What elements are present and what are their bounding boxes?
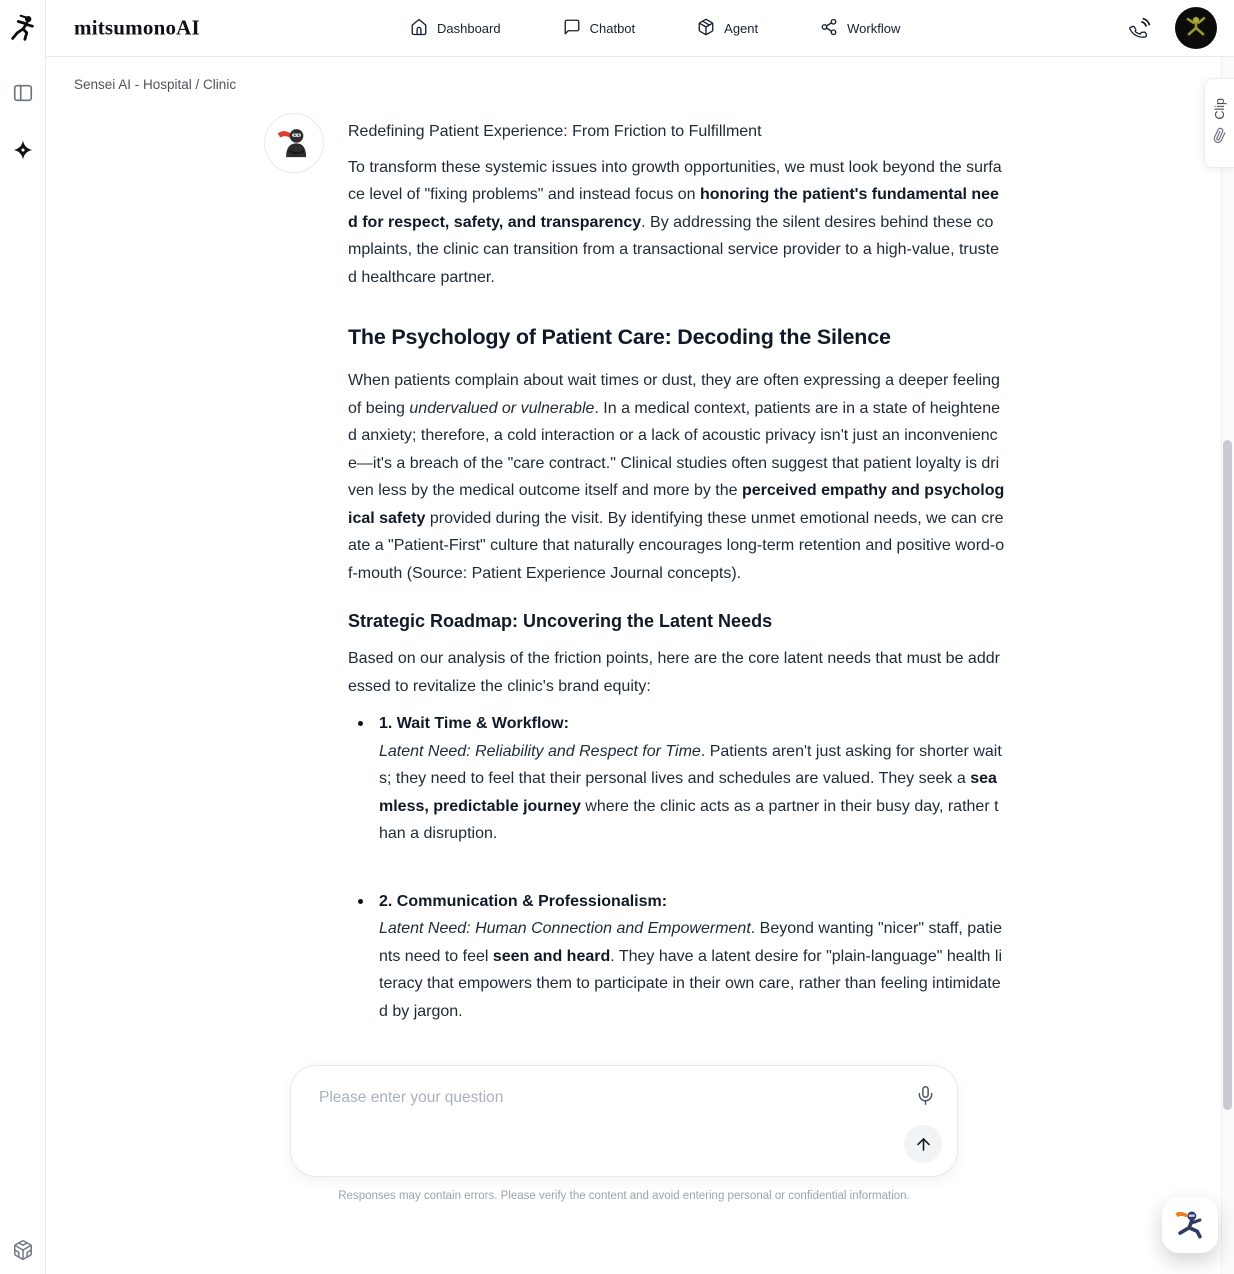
clip-tab[interactable]	[1204, 78, 1234, 168]
top-header	[46, 0, 1234, 57]
nav-label: Dashboard	[437, 20, 501, 36]
disclaimer-text: Responses may contain errors. Please verify the content and avoid entering personal or confidential information.	[338, 1190, 910, 1202]
microphone-icon[interactable]	[915, 1085, 936, 1106]
nav-label: Chatbot	[589, 20, 636, 36]
arrow-up-icon	[914, 1135, 933, 1154]
sitting-ninja-icon	[274, 123, 314, 163]
list-item	[348, 888, 1005, 1026]
question-composer	[290, 1065, 958, 1177]
nav-item-dashboard[interactable]	[410, 18, 501, 39]
assistant-message	[348, 118, 1005, 1133]
clip-tab-label: Clip	[1212, 97, 1227, 120]
message-paragraph: To transform these systemic issues into growth opportunities, we must look beyond the surface level of "fixing problems" and instead focus on honoring the patient's fundamental need for respect, safety, and transparency. By addressing the silent desires behind these complaints, the clinic can transition from a transactional service provider to a high-value, trusted healthcare partner.	[348, 158, 1002, 286]
section-heading: The Psychology of Patient Care: Decoding the Silence	[348, 325, 891, 349]
package-cube-icon	[697, 18, 715, 39]
phone-ringing-icon[interactable]	[1128, 17, 1151, 40]
scrollbar-thumb[interactable]	[1223, 440, 1232, 1110]
list-item-title: 2. Communication & Professionalism:	[379, 892, 668, 910]
fighting-ninja-icon	[1172, 1207, 1208, 1243]
assistant-fab[interactable]	[1162, 1197, 1218, 1253]
paperclip-icon	[1212, 128, 1227, 148]
subsection-heading: Strategic Roadmap: Uncovering the Latent Needs	[348, 611, 773, 631]
assistant-avatar	[264, 113, 324, 173]
home-icon	[410, 18, 428, 39]
scrollbar-track	[1221, 57, 1234, 1274]
question-input[interactable]	[319, 1087, 879, 1149]
message-paragraph: When patients complain about wait times or dust, they are often expressing a deeper feeling of being undervalued or vulnerable. In a medical context, patients are in a state of heightened anxiety; therefore, a cold interaction or a lack of acoustic privacy isn't just an inconvenience—it's a breach of the "care contract." Clinical studies often suggest that patient loyalty is driven less by the medical outcome itself and more by the perceived empathy and psychological safety provided during the visit. By identifying these unmet emotional needs, we can create a "Patient-First" culture that naturally encourages long-term retention and positive word-of-mouth (Source: Patient Experience Journal concepts).	[348, 372, 1005, 582]
message-title: Redefining Patient Experience: From Friction to Fulfillment	[348, 123, 762, 140]
nav-label: Agent	[724, 20, 759, 36]
nav-item-chatbot[interactable]	[563, 18, 636, 39]
cube-icon[interactable]	[11, 1238, 35, 1262]
message-paragraph: Based on our analysis of the friction points, here are the core latent needs that must be addressed to revitalize the clinic's brand equity:	[348, 650, 1000, 695]
send-button[interactable]	[904, 1125, 942, 1163]
breadcrumb: Sensei AI - Hospital / Clinic	[74, 77, 237, 92]
latent-needs-list	[348, 710, 1005, 1093]
chat-bubble-icon	[563, 18, 581, 39]
nav-item-agent[interactable]	[697, 18, 758, 39]
brand-logo-text[interactable]: mitsumonoAI	[74, 15, 200, 40]
user-avatar[interactable]	[1175, 7, 1217, 49]
left-rail	[0, 0, 46, 1274]
nav-item-workflow[interactable]	[820, 18, 900, 39]
sparkle-star-icon[interactable]	[11, 138, 35, 162]
list-item-body: Latent Need: Reliability and Respect for Time. Patients aren't just asking for shorter waits; they need to feel that their personal lives and schedules are valued. They seek a seamless, predictable journey where the clinic acts as a partner in their busy day, rather than a disruption.	[379, 742, 1002, 842]
main-nav	[410, 0, 900, 56]
nav-label: Workflow	[847, 20, 901, 36]
running-ninja-logo	[0, 0, 45, 57]
list-item-title: 1. Wait Time & Workflow:	[379, 715, 569, 732]
list-item-body: Latent Need: Human Connection and Empowerment. Beyond wanting "nicer" staff, patients need to feel seen and heard. They have a latent desire for "plain-language" health literacy that empowers them to participate in their own care, rather than feeling intimidated by jargon.	[379, 920, 1002, 1020]
share-nodes-icon	[820, 18, 838, 39]
panel-toggle-icon[interactable]	[11, 81, 35, 105]
list-item	[348, 710, 1005, 848]
